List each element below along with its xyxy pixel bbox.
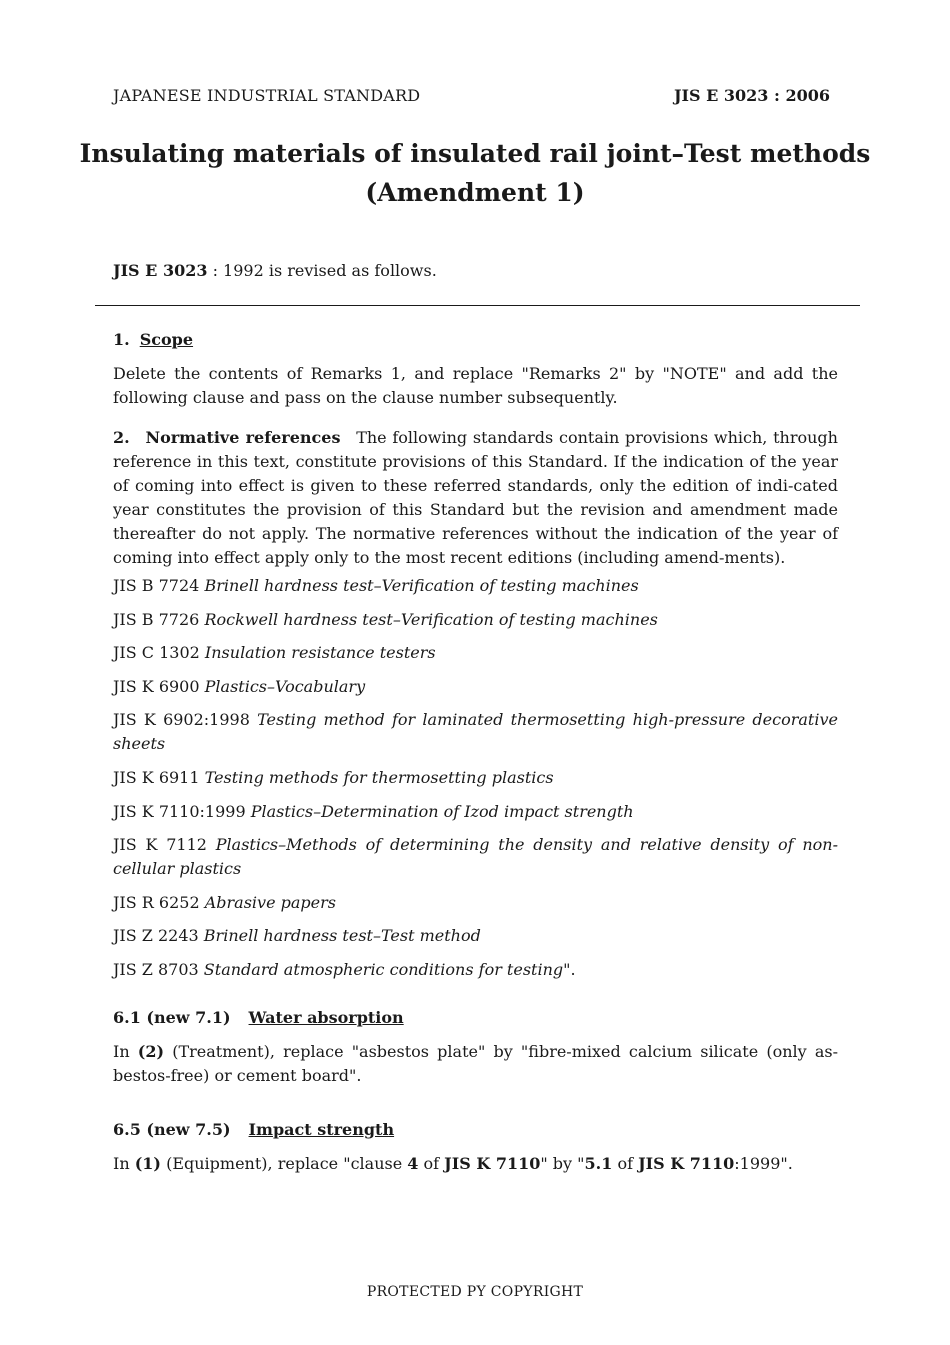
section-water-absorption-heading (113, 1006, 838, 1030)
title-line-2: (Amendment 1) (365, 178, 585, 207)
reference-item: JIS B 7724 Brinell hardness test–Verification of testing machines (113, 576, 639, 595)
section-title: Impact strength (248, 1119, 395, 1139)
reference-item: JIS K 6902:1998 Testing method for laminated thermosetting high-pressure decorative sheets (113, 710, 838, 754)
section-title: Scope (139, 330, 194, 349)
document-body (113, 328, 838, 1176)
reference-item: JIS R 6252 Abrasive papers (113, 892, 336, 912)
section-number: 1. (113, 330, 130, 349)
section-number: 2. (113, 428, 130, 447)
section-impact-strength-text: In (1) (Equipment), replace "clause 4 of JIS K 7110" by "5.1 of JIS K 7110:1999". (113, 1153, 793, 1173)
reference-item: JIS Z 2243 Brinell hardness test–Test method (113, 926, 481, 946)
revision-code: JIS E 3023 (113, 261, 208, 280)
copyright-footer: PROTECTED PY COPYRIGHT (366, 1284, 584, 1300)
reference-item: JIS K 6911 Testing methods for thermosetting plastics (113, 767, 554, 787)
reference-item: JIS K 7110:1999 Plastics–Determination of Izod impact strength (113, 801, 634, 821)
section-scope-heading (113, 328, 838, 352)
section-impact-strength-heading (113, 1118, 838, 1142)
reference-item: JIS K 6900 Plastics–Vocabulary (113, 676, 366, 696)
title-line-1: Insulating materials of insulated rail joint–Test methods (79, 139, 871, 168)
section-number: 6.1 (new 7.1) (113, 1007, 231, 1027)
section-scope-text: Delete the contents of Remarks 1, and replace "Remarks 2" by "NOTE" and add the following clause and pass on the clause number subsequently. (113, 364, 838, 407)
page-header (113, 86, 830, 108)
revision-note (113, 261, 840, 280)
section-title: Normative references (145, 428, 341, 447)
document-title (60, 134, 890, 212)
reference-item: JIS Z 8703 Standard atmospheric conditions for testing". (113, 959, 576, 979)
section-water-absorption-text: In (2) (Treatment), replace "asbestos plate" by "fibre-mixed calcium silicate (only as-bestos-free) or cement board". (113, 1041, 838, 1085)
section-title: Water absorption (248, 1007, 404, 1027)
header-standard-type: JAPANESE INDUSTRIAL STANDARD (113, 86, 421, 105)
section-normative-references (113, 426, 838, 570)
reference-list (113, 574, 838, 982)
reference-item: JIS C 1302 Insulation resistance testers (113, 643, 436, 663)
revision-text: : 1992 is revised as follows. (207, 261, 437, 280)
header-standard-number: JIS E 3023 : 2006 (673, 86, 830, 105)
section-number: 6.5 (new 7.5) (113, 1119, 231, 1139)
section-normative-text: The following standards contain provisions which, through reference in this text, constitute provisions of this Standard. If the indication of the year of coming into effect is given to these referred standards, only the edition of indi-cated year constitutes the provision of this Standard but the revision and amendment made thereafter do not apply. The normative references without the indication of the year of coming into effect apply only to the most recent editions (including amend-ments). (113, 428, 838, 567)
reference-item: JIS B 7726 Rockwell hardness test–Verification of testing machines (113, 609, 658, 629)
reference-item: JIS K 7112 Plastics–Methods of determining the density and relative density of non-cellular plastics (113, 835, 839, 879)
horizontal-divider (95, 305, 860, 306)
